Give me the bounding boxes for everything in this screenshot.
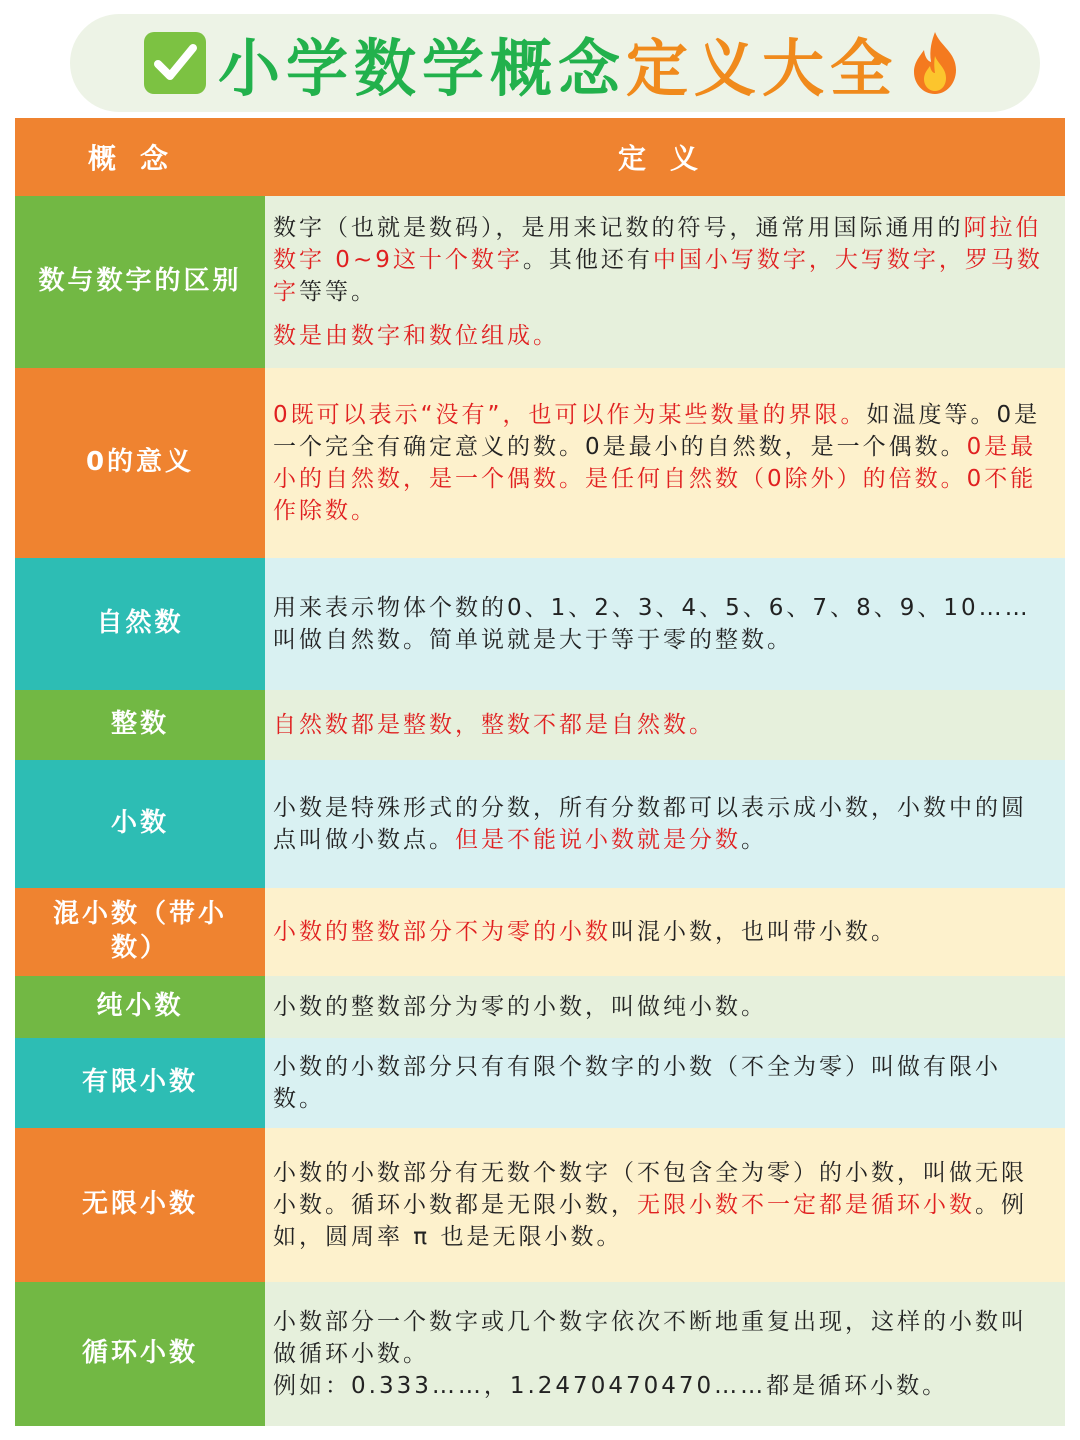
- definition-cell: [265, 196, 1065, 368]
- definition-text: 自然数都是整数，整数不都是自然数。: [273, 712, 715, 738]
- header-concept: 概念: [87, 142, 192, 175]
- definition-text: 用来表示物体个数的0、1、2、3、4、5、6、7、8、9、10……叫做自然数。简单说就是大于等于零的整数。: [273, 595, 1031, 653]
- concept-cell: 整数: [15, 690, 265, 760]
- title-accent: 定义大全: [626, 31, 899, 105]
- table-row: [15, 558, 1065, 690]
- definition-text: 0既可以表示“没有”，也可以作为某些数量的界限。如温度等。0是一个完全有确定意义的数。0是最小的自然数，是一个偶数。0是最小的自然数，是一个偶数。是任何自然数（0除外）的倍数。0不能作除数。: [273, 402, 1041, 524]
- title-main: 小学数学概念: [217, 31, 626, 105]
- definition-text: 小数部分一个数字或几个数字依次不断地重复出现，这样的小数叫做循环小数。: [273, 1309, 1027, 1367]
- definition-text: 小数的小数部分有无数个数字（不包含全为零）的小数，叫做无限小数。循环小数都是无限小数，无限小数不一定都是循环小数。例如，圆周率 π 也是无限小数。: [273, 1160, 1027, 1250]
- definition-cell: [265, 690, 1065, 760]
- table-header: [15, 118, 1065, 196]
- concept-cell: 小数: [15, 760, 265, 888]
- title-banner: [70, 14, 1040, 112]
- concept-cell: 0的意义: [15, 368, 265, 558]
- definition-text: 小数的整数部分为零的小数，叫做纯小数。: [273, 994, 767, 1020]
- definition-text: 数字（也就是数码），是用来记数的符号，通常用国际通用的阿拉伯数字 0~9这十个数字。其他还有中国小写数字，大写数字，罗马数字等等。: [273, 215, 1043, 305]
- definition-cell: [265, 760, 1065, 888]
- table-row: [15, 368, 1065, 558]
- definition-text: 数是由数字和数位组成。: [273, 323, 559, 349]
- table-row: [15, 690, 1065, 760]
- concept-cell: 数与数字的区别: [15, 196, 265, 368]
- concept-cell: 纯小数: [15, 976, 265, 1038]
- definition-text: 小数的小数部分只有有限个数字的小数（不全为零）叫做有限小数。: [273, 1054, 1001, 1112]
- table-row: [15, 976, 1065, 1038]
- definition-cell: [265, 558, 1065, 690]
- definition-cell: [265, 368, 1065, 558]
- table-row: [15, 196, 1065, 368]
- concept-cell: 有限小数: [15, 1038, 265, 1128]
- check-icon: [144, 32, 206, 94]
- definition-text: 例如：0.333……，1.2470470470……都是循环小数。: [273, 1373, 949, 1399]
- definition-cell: [265, 1038, 1065, 1128]
- concept-cell: 混小数（带小数）: [15, 888, 265, 976]
- table-row: [15, 1282, 1065, 1426]
- definition-cell: [265, 1282, 1065, 1426]
- definition-cell: [265, 1128, 1065, 1282]
- definition-text: 小数的整数部分不为零的小数叫混小数，也叫带小数。: [273, 919, 897, 945]
- table-row: [15, 1038, 1065, 1128]
- definition-cell: [265, 888, 1065, 976]
- concept-cell: 无限小数: [15, 1128, 265, 1282]
- header-definition: 定义: [617, 142, 722, 175]
- concept-table: [15, 118, 1065, 1426]
- concept-cell: 循环小数: [15, 1282, 265, 1426]
- definition-text: 小数是特殊形式的分数，所有分数都可以表示成小数，小数中的圆点叫做小数点。但是不能说小数就是分数。: [273, 795, 1027, 853]
- definition-cell: [265, 976, 1065, 1038]
- fire-icon: [904, 30, 966, 96]
- table-row: [15, 1128, 1065, 1282]
- table-row: [15, 760, 1065, 888]
- table-row: [15, 888, 1065, 976]
- concept-cell: 自然数: [15, 558, 265, 690]
